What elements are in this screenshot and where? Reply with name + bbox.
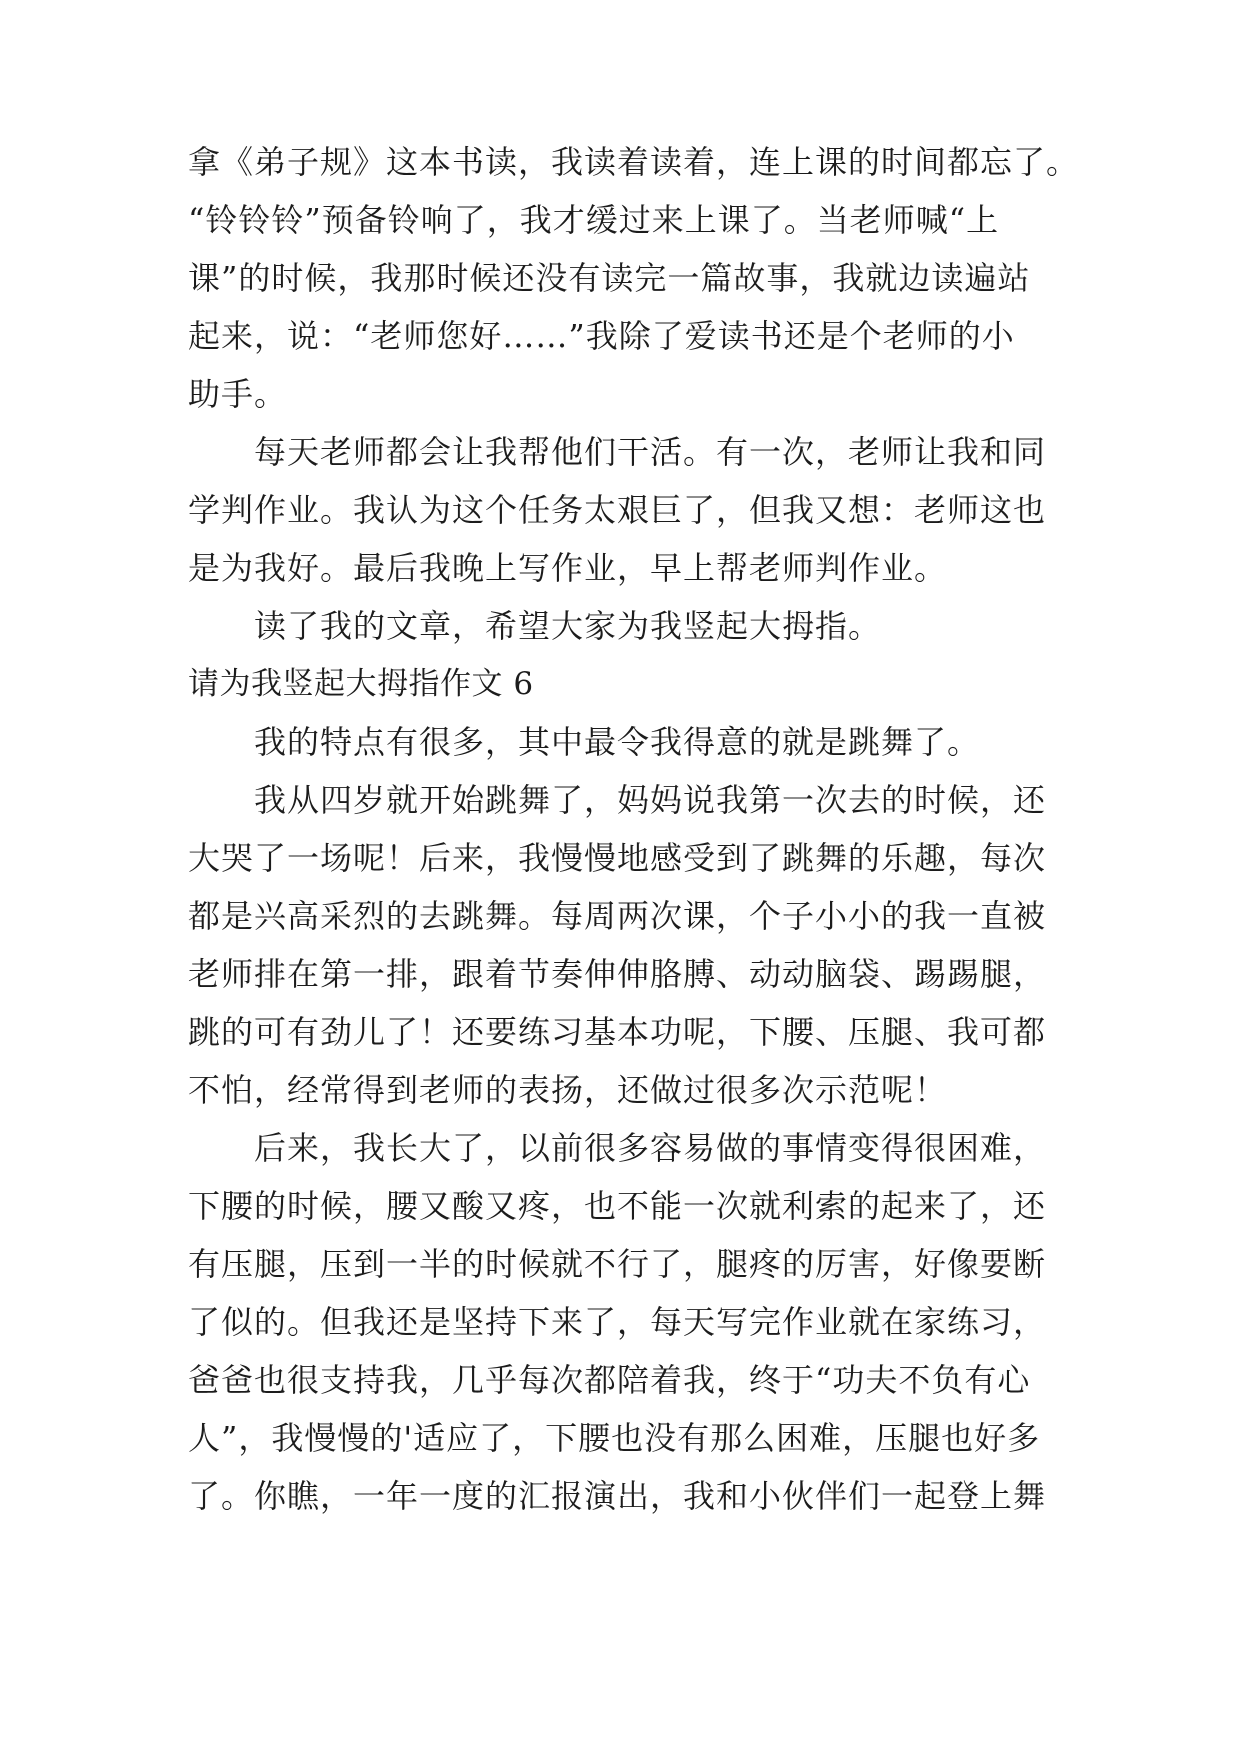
text-line: 老师排在第一排，跟着节奏伸伸胳膊、动动脑袋、踢踢腿， (188, 955, 1047, 993)
text-line: 课”的时候，我那时候还没有读完一篇故事，我就边读遍站 (188, 259, 1031, 297)
section-title: 请为我竖起大拇指作文 6 (188, 666, 534, 702)
text-line: 爸爸也很支持我，几乎每次都陪着我，终于“功夫不负有心 (188, 1361, 1031, 1399)
text-line: 助手。 (188, 375, 288, 413)
text-line: 人”，我慢慢的'适应了，下腰也没有那么困难，压腿也好多 (188, 1419, 1041, 1457)
text-line: 不怕，经常得到老师的表扬，还做过很多次示范呢！ (188, 1071, 948, 1109)
text-line: 是为我好。最后我晚上写作业，早上帮老师判作业。 (188, 549, 948, 587)
text-line: 都是兴高采烈的去跳舞。每周两次课，个子小小的我一直被 (188, 897, 1047, 935)
text-line: 我的特点有很多，其中最令我得意的就是跳舞了。 (188, 723, 981, 761)
text-line: 拿《弟子规》这本书读，我读着读着，连上课的时间都忘了。 (188, 143, 1080, 181)
text-line: 大哭了一场呢！后来，我慢慢地感受到了跳舞的乐趣，每次 (188, 839, 1047, 877)
text-line: 下腰的时候，腰又酸又疼，也不能一次就利索的起来了，还 (188, 1187, 1047, 1225)
text-line: 有压腿，压到一半的时候就不行了，腿疼的厉害，好像要断 (188, 1245, 1047, 1283)
text-line: 读了我的文章，希望大家为我竖起大拇指。 (188, 607, 882, 645)
text-line: 了。你瞧，一年一度的汇报演出，我和小伙伴们一起登上舞 (188, 1477, 1047, 1515)
text-line: 后来，我长大了，以前很多容易做的事情变得很困难， (188, 1129, 1047, 1167)
text-line: 我从四岁就开始跳舞了，妈妈说我第一次去的时候，还 (188, 781, 1047, 819)
document-body (188, 133, 1080, 1525)
text-line: 起来，说：“老师您好……”我除了爱读书还是个老师的小 (188, 317, 1015, 355)
text-line: 学判作业。我认为这个任务太艰巨了，但我又想：老师这也 (188, 491, 1047, 529)
text-line: 了似的。但我还是坚持下来了，每天写完作业就在家练习， (188, 1303, 1047, 1341)
text-line: “铃铃铃”预备铃响了，我才缓过来上课了。当老师喊“上 (188, 201, 1000, 239)
text-line: 每天老师都会让我帮他们干活。有一次，老师让我和同 (188, 433, 1047, 471)
text-line: 跳的可有劲儿了！还要练习基本功呢，下腰、压腿、我可都 (188, 1013, 1047, 1051)
